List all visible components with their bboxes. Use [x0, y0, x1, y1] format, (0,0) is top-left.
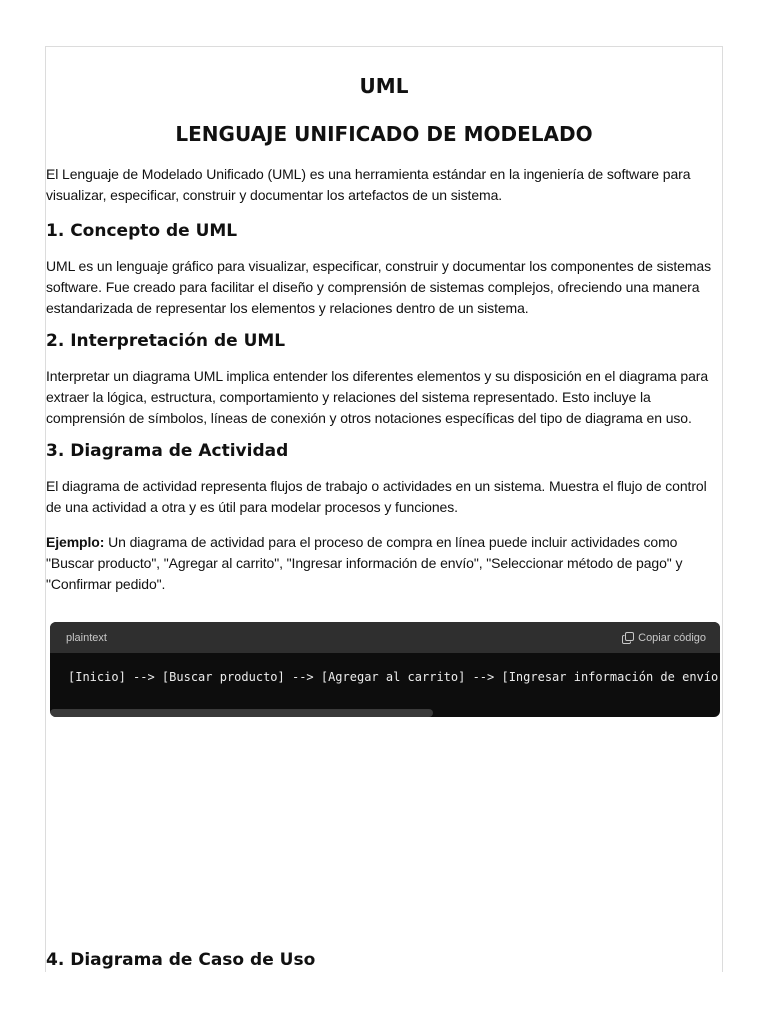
- section-body-actividad: El diagrama de actividad representa flujos de trabajo o actividades en un sistema. Muestra el flujo de control de una actividad a otra y es útil para modelar procesos y funciones.: [46, 478, 707, 515]
- code-content: [Inicio] --> [Buscar producto] --> [Agregar al carrito] --> [Ingresar información de envío: [68, 670, 719, 684]
- code-horizontal-scrollbar[interactable]: [50, 709, 433, 717]
- copy-icon: [622, 632, 634, 644]
- code-block-header: [50, 622, 720, 653]
- copy-code-button[interactable]: [622, 632, 706, 644]
- code-language-label: plaintext: [66, 631, 107, 644]
- intro-paragraph: El Lenguaje de Modelado Unificado (UML) es una herramienta estándar en la ingeniería de software para visualizar, especificar, construir y documentar los artefactos de un sistema.: [46, 166, 691, 203]
- document-page: [45, 46, 723, 972]
- page-title: UML: [359, 74, 409, 98]
- code-block: [50, 622, 720, 717]
- example-paragraph: [46, 532, 722, 595]
- section-heading-caso-de-uso: 4. Diagrama de Caso de Uso: [46, 950, 316, 970]
- example-label: Ejemplo:: [46, 534, 105, 550]
- section-heading-interpretacion: 2. Interpretación de UML: [46, 331, 286, 351]
- section-body-interpretacion: Interpretar un diagrama UML implica entender los diferentes elementos y su disposición en el diagrama para extraer la lógica, estructura, comportamiento y relaciones del sistema representado. Esto incluye la comprensión de símbolos, líneas de conexión y otros notaciones específicas del tipo de diagrama en uso.: [46, 368, 709, 426]
- section-heading-actividad: 3. Diagrama de Actividad: [46, 441, 289, 461]
- page-subtitle: LENGUAJE UNIFICADO DE MODELADO: [175, 122, 593, 146]
- example-text: Un diagrama de actividad para el proceso de compra en línea puede incluir actividades como "Buscar producto", "Agregar al carrito", "Ingresar información de envío", "Seleccionar método de pago" y "Confirmar pedido".: [46, 534, 683, 592]
- section-body-concepto: UML es un lenguaje gráfico para visualizar, especificar, construir y documentar los componentes de sistemas software. Fue creado para facilitar el diseño y comprensión de sistemas complejos, ofreciendo una manera estandarizada de representar los elementos y relaciones dentro de un sistema.: [46, 258, 712, 316]
- section-heading-concepto: 1. Concepto de UML: [46, 221, 238, 241]
- copy-code-label: Copiar código: [638, 631, 706, 644]
